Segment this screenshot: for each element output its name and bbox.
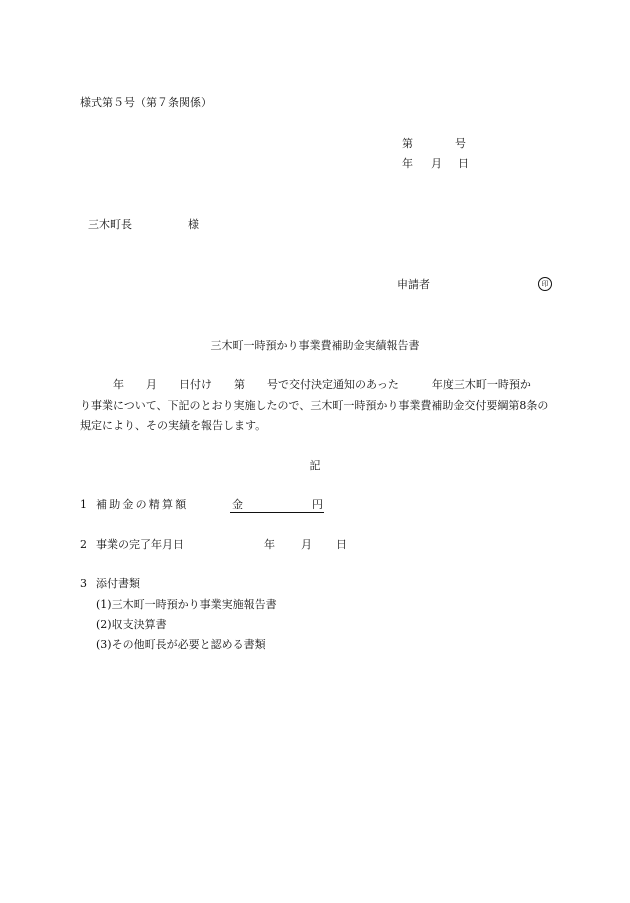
section-1-kin: 金 xyxy=(232,498,243,511)
section-3-number: 3 xyxy=(80,577,87,590)
section-2-number: 2 xyxy=(80,538,87,551)
section-2-year: 年 xyxy=(264,538,275,551)
form-number: 様式第５号（第７条関係） xyxy=(80,96,212,109)
date-day-label: 日 xyxy=(458,157,469,170)
ki-heading: 記 xyxy=(309,459,321,472)
body-line-2: り事業について、下記のとおり実施したので、三木町一時預かり事業費補助金交付要綱第8条の xyxy=(80,399,549,412)
body-line-3: 規定により、その実績を報告します。 xyxy=(80,419,267,432)
applicant-label: 申請者 xyxy=(397,278,430,291)
doc-number-suffix: 号 xyxy=(455,137,466,150)
section-3-label: 添付書類 xyxy=(96,577,140,590)
addressee-name: 三木町長 xyxy=(88,218,132,231)
attachment-item-3: (3)その他町長が必要と認める書類 xyxy=(96,638,266,651)
date-year-label: 年 xyxy=(402,157,413,170)
date-month-label: 月 xyxy=(431,157,442,170)
attachment-item-2: (2)収支決算書 xyxy=(96,618,167,631)
doc-number-prefix: 第 xyxy=(402,137,413,150)
attachment-item-1: (1)三木町一時預かり事業実施報告書 xyxy=(96,598,277,611)
amount-underline xyxy=(230,512,324,513)
seal-icon: 印 xyxy=(538,277,552,291)
section-2-month: 月 xyxy=(301,538,312,551)
section-2-label: 事業の完了年月日 xyxy=(96,538,184,551)
body-line-1: 年 月 日付け 第 号で交付決定通知のあった 年度三木町一時預か xyxy=(80,378,531,391)
section-1-number: 1 xyxy=(80,498,87,511)
section-1-label: 補助金の精算額 xyxy=(96,498,189,511)
document-title: 三木町一時預かり事業費補助金実績報告書 xyxy=(210,339,420,352)
section-2-day: 日 xyxy=(336,538,347,551)
addressee-honorific: 様 xyxy=(188,218,199,231)
section-1-yen: 円 xyxy=(312,498,323,511)
